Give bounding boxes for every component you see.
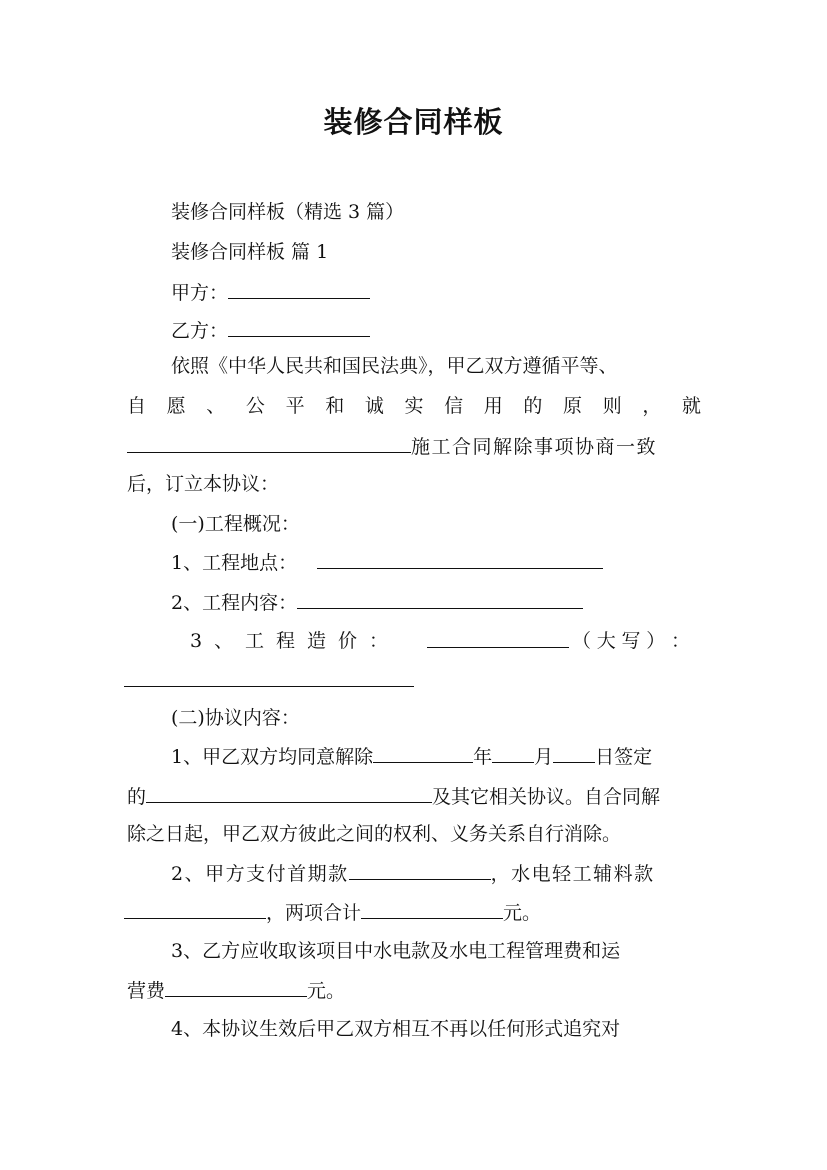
text: 日签定 <box>595 746 653 768</box>
paragraph-line: 后，订立本协议： <box>127 473 280 495</box>
project-cost-blank-line <box>427 629 569 654</box>
agreement-line <box>127 784 660 809</box>
blank-field <box>146 784 432 803</box>
text: 元。 <box>503 902 542 924</box>
text: 1、甲乙双方均同意解除 <box>171 746 374 768</box>
section-heading: 装修合同样板 篇 1 <box>171 241 329 263</box>
char: （ <box>572 630 592 652</box>
char: 工 <box>245 630 265 652</box>
text: 月 <box>534 746 554 768</box>
blank-field <box>349 861 491 880</box>
char: 实 <box>404 395 424 417</box>
text: 的 <box>127 786 147 808</box>
agreement-line <box>171 744 652 769</box>
label: 1、工程地点： <box>171 552 298 574</box>
blank-field <box>165 978 307 997</box>
blank-field <box>124 668 414 687</box>
blank-field <box>124 900 266 919</box>
char: 诚 <box>364 395 384 417</box>
effect-line: 4、本协议生效后甲乙双方相互不再以任何形式追究对 <box>171 1018 621 1040</box>
char: 就 <box>681 395 701 417</box>
justified-line <box>127 394 701 418</box>
uppercase-label <box>572 629 690 653</box>
char: 大 <box>596 630 616 652</box>
text: 施工合同解除事项协商一致 <box>411 436 658 458</box>
blank-field <box>373 744 473 763</box>
payment-line <box>171 861 655 886</box>
project-cost-label <box>190 629 388 653</box>
char: 造 <box>307 630 327 652</box>
text: 年 <box>473 746 493 768</box>
char: 、 <box>214 630 234 652</box>
char: 公 <box>245 395 265 417</box>
char: 的 <box>523 395 543 417</box>
party-b-blank <box>228 318 370 337</box>
char: ： <box>368 630 388 652</box>
char: 程 <box>276 630 296 652</box>
blank-field <box>297 590 583 609</box>
blank-field <box>492 744 534 763</box>
fee-line <box>127 978 345 1003</box>
uppercase-blank-line <box>124 668 414 693</box>
text: 元。 <box>307 980 346 1002</box>
char: 和 <box>325 395 345 417</box>
blank-field <box>317 550 603 569</box>
char: 3 <box>190 630 203 652</box>
char: 信 <box>444 395 464 417</box>
payment-line <box>124 900 541 925</box>
project-content-line <box>171 590 583 615</box>
document-title: 装修合同样板 <box>323 105 504 139</box>
subtitle-selection: 装修合同样板（精选 3 篇） <box>171 201 405 223</box>
char: 用 <box>483 395 503 417</box>
char: 、 <box>206 395 226 417</box>
party-a-blank <box>228 280 370 299</box>
blank-field <box>127 434 411 453</box>
agreement-line: 除之日起，甲乙双方彼此之间的权利、义务关系自行消除。 <box>127 823 622 845</box>
char: 写 <box>621 630 641 652</box>
char: 平 <box>285 395 305 417</box>
label: 2、工程内容： <box>171 592 298 614</box>
char: 则 <box>602 395 622 417</box>
char: 愿 <box>166 395 186 417</box>
char: ） <box>646 630 666 652</box>
text: 2、甲方支付首期款 <box>171 863 349 885</box>
char: ： <box>670 630 690 652</box>
paragraph-line <box>127 434 657 459</box>
text: 及其它相关协议。自合同解 <box>432 786 661 808</box>
text: ，水电轻工辅料款 <box>490 863 655 885</box>
section-heading-overview: (一)工程概况： <box>171 513 300 535</box>
text: 营费 <box>127 980 166 1002</box>
party-b-line <box>171 318 370 343</box>
party-a-label: 甲方： <box>171 282 229 304</box>
blank-field <box>553 744 595 763</box>
char: ， <box>642 395 662 417</box>
party-b-label: 乙方： <box>171 320 229 342</box>
blank-field <box>427 629 569 648</box>
project-location-line <box>171 550 603 575</box>
text: ，两项合计 <box>266 902 362 924</box>
fee-line: 3、乙方应收取该项目中水电款及水电工程管理费和运 <box>171 940 621 962</box>
party-a-line <box>171 280 370 305</box>
section-heading-agreement: (二)协议内容： <box>171 707 300 729</box>
paragraph-line: 依照《中华人民共和国民法典》，甲乙双方遵循平等、 <box>171 355 618 377</box>
char: 原 <box>563 395 583 417</box>
char: 价 <box>338 630 358 652</box>
char: 自 <box>127 395 147 417</box>
blank-field <box>361 900 503 919</box>
